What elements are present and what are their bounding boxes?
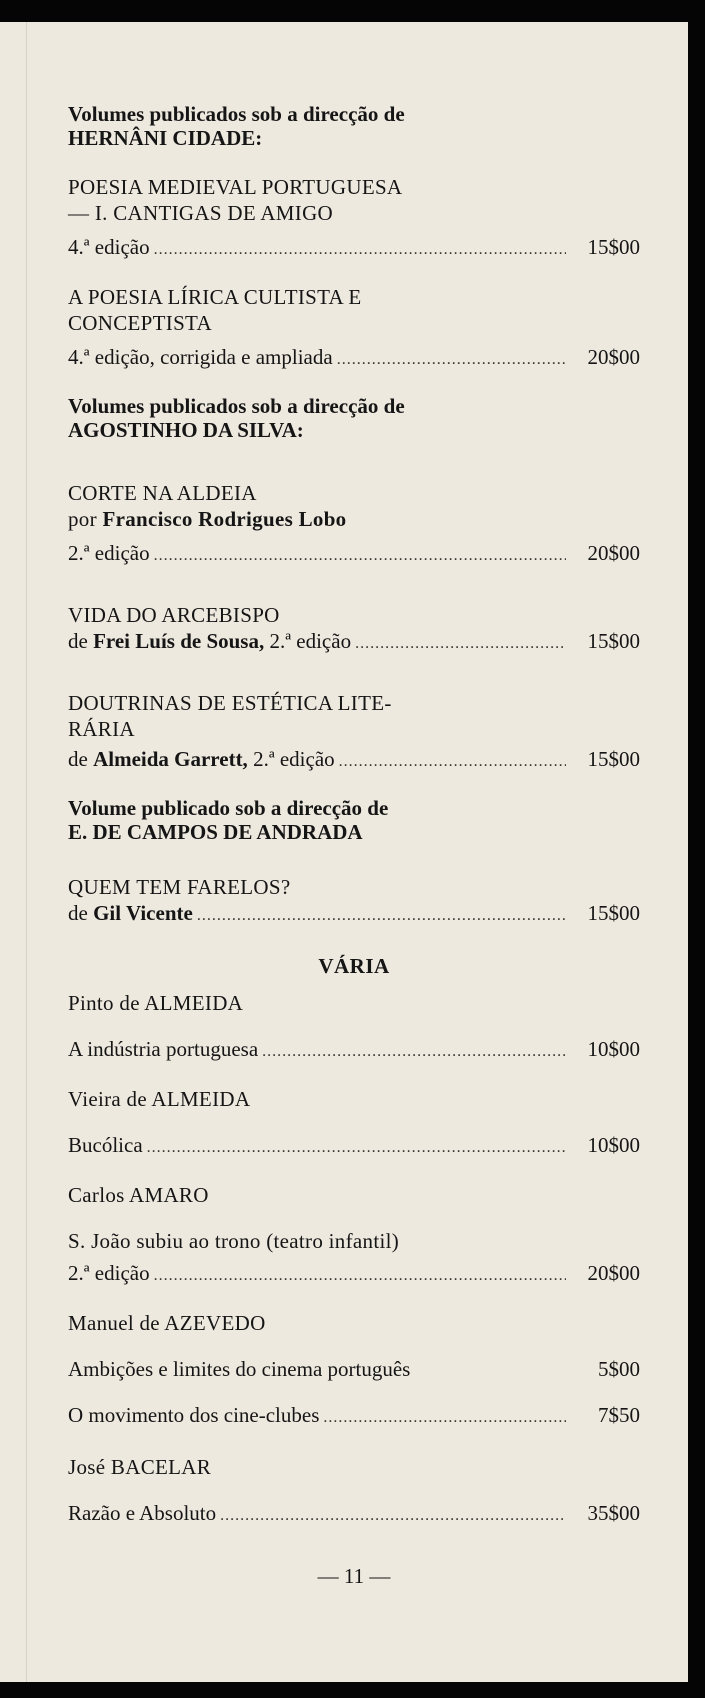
page-fold-line [26, 22, 27, 1682]
edition-text: 2.ª edição [247, 747, 335, 771]
varia-entry [68, 1454, 640, 1529]
book-title: CORTE NA ALDEIA [68, 481, 257, 505]
edition-price-line [68, 344, 640, 373]
varia-entry [68, 1182, 640, 1289]
book-title-cont: RÁRIA [68, 717, 135, 741]
book-title: S. João subiu ao trono (teatro infantil) [68, 1229, 400, 1253]
title-price-line [68, 1132, 640, 1161]
title-price-line [68, 1402, 640, 1431]
dot-leader [154, 237, 566, 263]
author-name: José BACELAR [68, 1455, 212, 1479]
dot-leader [220, 1503, 566, 1529]
varia-entry [68, 1086, 640, 1161]
series-header-agostinho [68, 394, 640, 442]
author-name: Carlos AMARO [68, 1183, 209, 1207]
book-entry [68, 690, 640, 775]
book-subtitle: — I. CANTIGAS DE AMIGO [68, 201, 334, 225]
book-title: VIDA DO ARCEBISPO [68, 603, 280, 627]
dot-leader [147, 1135, 566, 1161]
book-title: A indústria portuguesa [68, 1037, 259, 1061]
author-edition [68, 628, 351, 654]
title-price-line [68, 1500, 640, 1529]
dot-leader [197, 903, 566, 929]
page-number: — 11 — [317, 1564, 391, 1588]
edition-text: 4.ª edição [68, 235, 150, 259]
author-name: Manuel de AZEVEDO [68, 1311, 266, 1335]
author-price-line [68, 900, 640, 929]
book-title-cont: CONCEPTISTA [68, 311, 212, 335]
price: 20$00 [587, 541, 640, 565]
price: 20$00 [587, 345, 640, 369]
book-title: Razão e Absoluto [68, 1501, 217, 1525]
edition-text: 2.ª edição [68, 1261, 150, 1285]
edition-text: 2.ª edição [264, 629, 352, 653]
author-edition [68, 746, 335, 772]
edition-text: 2.ª edição [68, 541, 150, 565]
price: 15$00 [587, 629, 640, 653]
book-title: POESIA MEDIEVAL PORTUGUESA [68, 175, 403, 199]
book-title: DOUTRINAS DE ESTÉTICA LITE- [68, 691, 392, 715]
author-edition-price-line [68, 746, 640, 775]
series-header-andrada [68, 796, 640, 844]
price: 10$00 [587, 1037, 640, 1061]
series-editor-name: E. DE CAMPOS DE ANDRADA [68, 820, 363, 844]
dot-leader [337, 347, 566, 373]
series-editor-name: AGOSTINHO DA SILVA: [68, 418, 304, 442]
dot-leader [262, 1039, 566, 1065]
series-header-line: Volumes publicados sob a direcção de [68, 102, 405, 126]
title-price-line [68, 1036, 640, 1065]
section-heading-varia: VÁRIA [318, 954, 390, 978]
price: 15$00 [587, 747, 640, 771]
book-title: O movimento dos cine-clubes [68, 1403, 320, 1427]
book-title: Ambições e limites do cinema português [68, 1357, 411, 1381]
book-author: Frei Luís de Sousa, [93, 629, 265, 653]
series-header-line: Volume publicado sob a direcção de [68, 796, 389, 820]
book-title: QUEM TEM FARELOS? [68, 875, 291, 899]
price: 7$50 [598, 1403, 640, 1427]
series-editor-name: HERNÂNI CIDADE: [68, 126, 263, 150]
varia-entry [68, 1310, 640, 1431]
dot-leader [154, 1263, 566, 1289]
book-title: A POESIA LÍRICA CULTISTA E [68, 285, 362, 309]
price: 35$00 [587, 1501, 640, 1525]
series-header-cidade [68, 102, 640, 150]
edition-text: 4.ª edição, corrigida e ampliada [68, 345, 333, 369]
book-entry [68, 874, 640, 929]
book-author: Almeida Garrett, [93, 747, 248, 771]
author-prefix: de [68, 629, 94, 653]
author-name: Vieira de ALMEIDA [68, 1087, 251, 1111]
book-author-line [68, 506, 640, 532]
edition-price-line [68, 540, 640, 569]
author-prefix: por [68, 507, 103, 531]
dot-leader [355, 631, 566, 657]
author-prefix: de [68, 901, 94, 925]
book-entry [68, 602, 640, 657]
varia-entry [68, 990, 640, 1065]
price: 10$00 [587, 1133, 640, 1157]
book-author: Francisco Rodrigues Lobo [102, 507, 347, 531]
author-text [68, 900, 193, 926]
series-header-line: Volumes publicados sob a direcção de [68, 394, 405, 418]
author-edition-price-line [68, 628, 640, 657]
title-price-line [68, 1356, 640, 1382]
book-entry [68, 174, 640, 263]
price: 15$00 [587, 901, 640, 925]
dot-leader [323, 1405, 566, 1431]
book-page [0, 22, 688, 1682]
book-entry [68, 480, 640, 569]
edition-price-line [68, 1260, 640, 1289]
price: 15$00 [587, 235, 640, 259]
price: 20$00 [587, 1261, 640, 1285]
edition-price-line [68, 234, 640, 263]
dot-leader [339, 749, 566, 775]
author-prefix: de [68, 747, 94, 771]
dot-leader [154, 543, 566, 569]
price: 5$00 [598, 1357, 640, 1381]
author-name: Pinto de ALMEIDA [68, 991, 244, 1015]
book-author: Gil Vicente [93, 901, 193, 925]
book-entry [68, 284, 640, 373]
book-title: Bucólica [68, 1133, 143, 1157]
